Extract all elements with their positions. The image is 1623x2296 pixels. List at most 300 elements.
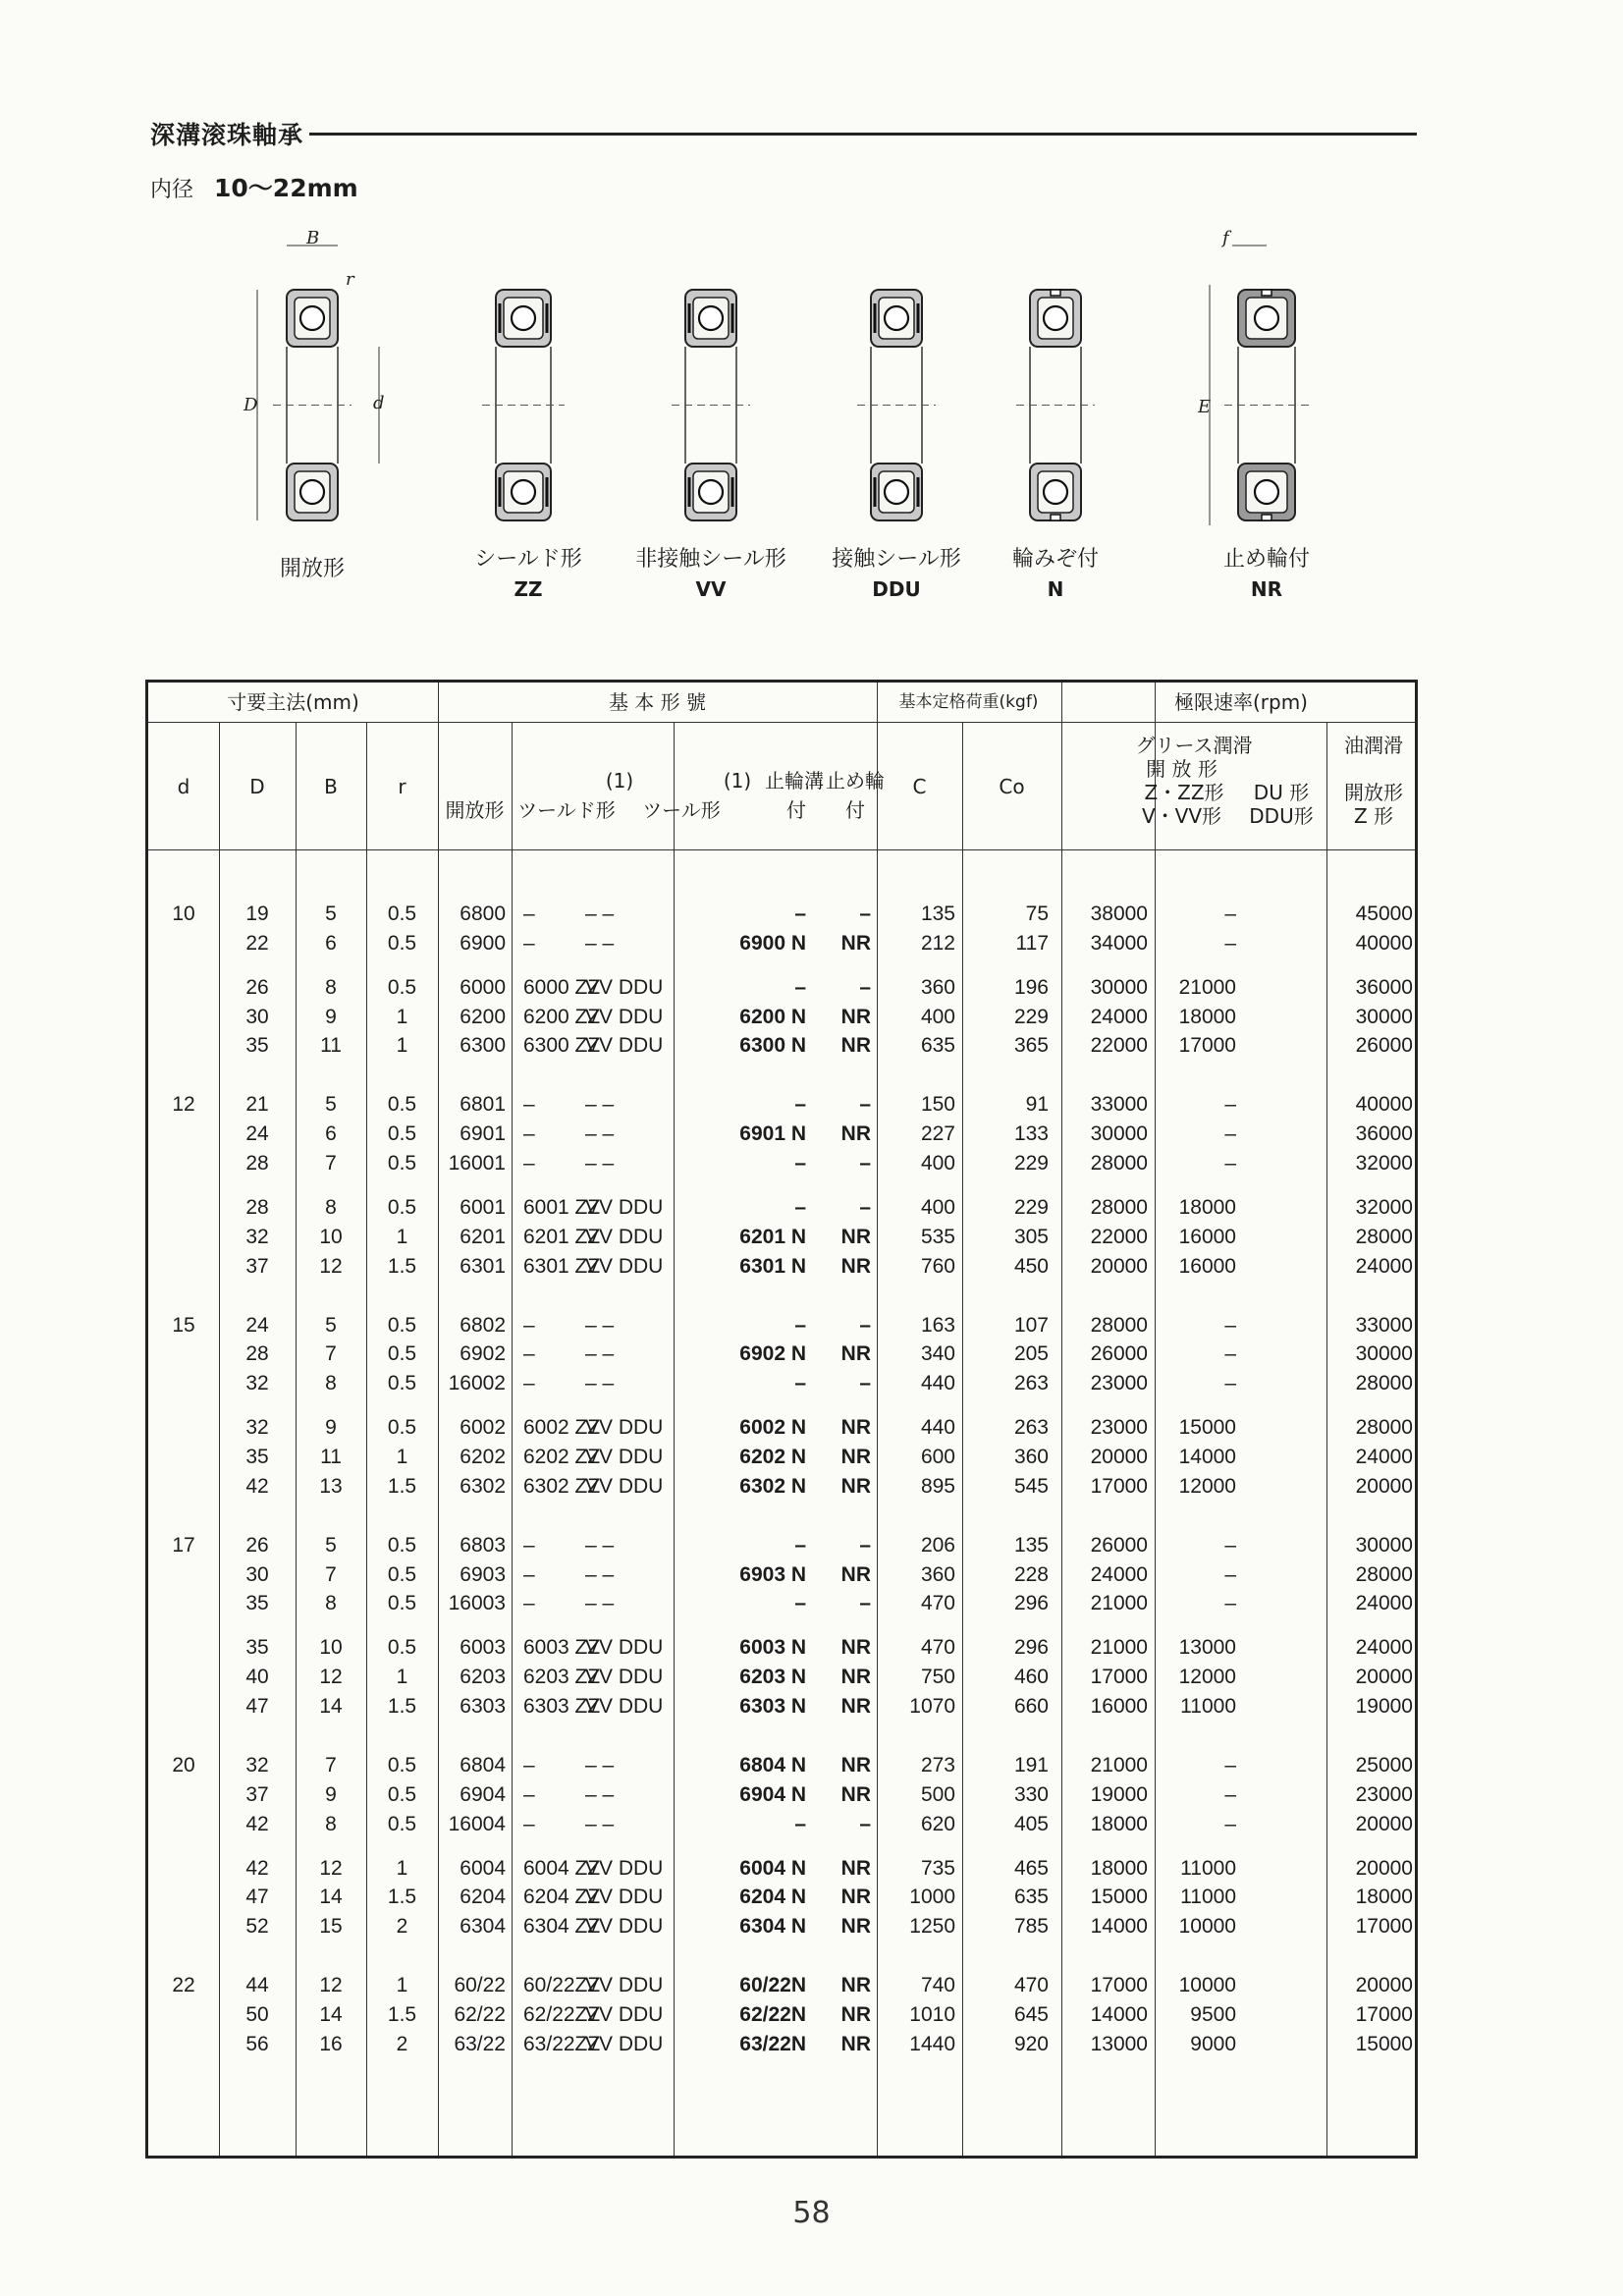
cell-Co: 263 xyxy=(1013,1372,1049,1395)
cell-Co: 545 xyxy=(1013,1474,1049,1498)
cell-seal: – – xyxy=(585,902,615,925)
cell-r: 2 xyxy=(396,1915,408,1939)
cell-grease-open: 23000 xyxy=(1090,1372,1148,1395)
cell-groove: 63/22N xyxy=(739,2032,806,2055)
cell-C: 360 xyxy=(920,975,955,999)
figure-code: ZZ xyxy=(514,577,543,601)
cell-C: 760 xyxy=(920,1254,955,1278)
cell-grease-open: 13000 xyxy=(1090,2032,1148,2055)
cell-D: 28 xyxy=(245,1196,269,1219)
cell-D: 28 xyxy=(245,1152,269,1175)
cell-C: 360 xyxy=(920,1562,955,1586)
cell-r: 1 xyxy=(396,1225,408,1248)
cell-grease-zz: – xyxy=(1224,931,1236,955)
cell-open: 6000 xyxy=(460,975,506,999)
cell-seal: VV DDU xyxy=(585,975,664,999)
cell-r: 0.5 xyxy=(387,1093,417,1117)
cell-oil: 30000 xyxy=(1355,1533,1413,1557)
cell-Co: 296 xyxy=(1013,1592,1049,1615)
cell-open: 6202 xyxy=(460,1446,506,1468)
figure-label: シールド形 xyxy=(474,547,582,572)
cell-D: 37 xyxy=(245,1254,269,1278)
bearing-figure-4 xyxy=(857,290,936,520)
page-title: 深溝滚珠軸承 xyxy=(150,121,304,149)
header-dims-group: 寸要主法(mm) xyxy=(227,690,359,714)
cell-B: 14 xyxy=(319,2003,343,2026)
cell-grease-zz: 9500 xyxy=(1190,2003,1236,2026)
header-seal-note: (1) xyxy=(723,769,752,793)
cell-grease-zz: 9000 xyxy=(1190,2032,1236,2055)
cell-Co: 117 xyxy=(1015,931,1049,955)
cell-B: 12 xyxy=(319,1666,343,1689)
cell-Co: 229 xyxy=(1013,1196,1049,1219)
cell-C: 440 xyxy=(920,1416,955,1440)
header-d: d xyxy=(177,775,190,798)
cell-shield: – xyxy=(523,931,535,955)
cell-Co: 460 xyxy=(1013,1666,1049,1689)
cell-B: 9 xyxy=(325,1005,337,1028)
cell-shield: – xyxy=(523,1562,535,1586)
cell-D: 30 xyxy=(245,1005,269,1028)
cell-open: 6804 xyxy=(460,1754,506,1777)
header-B: B xyxy=(324,775,338,798)
cell-oil: 20000 xyxy=(1355,1812,1413,1835)
cell-shield: – xyxy=(523,1122,535,1146)
cell-Co: 135 xyxy=(1013,1533,1049,1557)
cell-grease-open: 20000 xyxy=(1090,1254,1148,1278)
cell-r: 1.5 xyxy=(387,1695,417,1718)
cell-grease-zz: – xyxy=(1224,1372,1236,1395)
cell-C: 1070 xyxy=(909,1695,955,1718)
cell-C: 1250 xyxy=(909,1915,955,1939)
cell-Co: 785 xyxy=(1013,1915,1049,1939)
cell-ring: – xyxy=(859,1533,871,1557)
cell-r: 0.5 xyxy=(387,1372,417,1395)
cell-shield: 60/22ZZ xyxy=(523,1974,601,1997)
cell-oil: 20000 xyxy=(1355,1474,1413,1498)
cell-oil: 19000 xyxy=(1355,1695,1413,1718)
cell-ring: NR xyxy=(840,1562,871,1586)
cell-shield: – xyxy=(523,1093,535,1117)
cell-seal: VV DDU xyxy=(585,1695,664,1718)
cell-grease-zz: 18000 xyxy=(1178,1196,1236,1219)
cell-open: 6803 xyxy=(460,1533,506,1557)
cell-C: 500 xyxy=(920,1782,955,1806)
cell-grease-zz: 18000 xyxy=(1178,1005,1236,1028)
cell-open: 6904 xyxy=(460,1782,506,1806)
header-shield-note: (1) xyxy=(605,769,634,793)
cell-grease-zz: – xyxy=(1224,1122,1236,1146)
cell-groove: 6301 N xyxy=(739,1254,806,1278)
bearing-figure-3 xyxy=(672,290,750,520)
cell-ring: NR xyxy=(840,1695,871,1718)
cell-shield: 6301 ZZ xyxy=(523,1254,601,1278)
cell-Co: 305 xyxy=(1013,1225,1049,1248)
cell-open: 6004 xyxy=(460,1856,506,1880)
cell-C: 135 xyxy=(920,902,955,925)
cell-open: 6204 xyxy=(460,1886,506,1909)
cell-r: 1.5 xyxy=(387,1474,417,1498)
ball-top xyxy=(1044,306,1067,330)
cell-B: 5 xyxy=(325,902,337,925)
cell-oil: 32000 xyxy=(1355,1152,1413,1175)
cell-open: 63/22 xyxy=(454,2032,506,2055)
cell-grease-zz: 12000 xyxy=(1178,1474,1236,1498)
cell-r: 0.5 xyxy=(387,1122,417,1146)
cell-open: 6801 xyxy=(460,1093,506,1117)
figure-caption-6 xyxy=(1159,545,1375,604)
cell-D: 24 xyxy=(245,1122,269,1146)
ball-top xyxy=(1255,306,1278,330)
cell-B: 14 xyxy=(319,1886,343,1909)
cell-grease-open: 21000 xyxy=(1090,1754,1148,1777)
cell-B: 11 xyxy=(320,1446,342,1468)
cell-open: 6001 xyxy=(460,1196,506,1219)
cell-C: 735 xyxy=(920,1856,955,1880)
cell-ring: NR xyxy=(840,1005,871,1028)
cell-open: 6303 xyxy=(460,1695,506,1718)
bearing-figure-2 xyxy=(482,290,565,520)
figure-code: NR xyxy=(1250,577,1283,601)
cell-C: 227 xyxy=(920,1122,955,1146)
cell-C: 400 xyxy=(920,1005,955,1028)
header-snap-sub2: 付 xyxy=(845,798,865,822)
cell-Co: 405 xyxy=(1013,1812,1049,1835)
cell-Co: 365 xyxy=(1013,1034,1049,1058)
cell-B: 13 xyxy=(319,1474,343,1498)
figure-label: 非接触シール形 xyxy=(635,547,786,572)
page-number: 58 xyxy=(792,2196,831,2230)
cell-D: 42 xyxy=(245,1812,269,1835)
ball-top xyxy=(300,306,324,330)
cell-groove: 6903 N xyxy=(739,1562,806,1586)
cell-groove: 6304 N xyxy=(739,1915,806,1939)
cell-groove: – xyxy=(794,1313,806,1337)
header-open: 開放形 xyxy=(445,798,505,822)
cell-grease-open: 38000 xyxy=(1090,902,1148,925)
cell-grease-zz: 21000 xyxy=(1178,975,1236,999)
cell-r: 1 xyxy=(396,1446,408,1468)
header-shield: ツールド形 xyxy=(517,798,616,822)
cell-Co: 660 xyxy=(1013,1695,1049,1718)
cell-ring: – xyxy=(859,1196,871,1219)
cell-D: 21 xyxy=(245,1093,269,1117)
cell-ring: – xyxy=(859,1592,871,1615)
cell-grease-zz: 11000 xyxy=(1180,1695,1236,1718)
header-speed-group: 極限速率(rpm) xyxy=(1173,690,1308,714)
cell-B: 5 xyxy=(325,1313,337,1337)
cell-groove: 6201 N xyxy=(739,1225,806,1248)
cell-open: 16004 xyxy=(448,1812,506,1835)
cell-r: 2 xyxy=(396,2032,408,2055)
cell-seal: – – xyxy=(585,1754,615,1777)
cell-grease-zz: 11000 xyxy=(1180,1886,1236,1909)
cell-B: 7 xyxy=(325,1342,337,1366)
cell-r: 1.5 xyxy=(387,1254,417,1278)
cell-grease-open: 28000 xyxy=(1090,1152,1148,1175)
cell-d: 20 xyxy=(172,1754,195,1777)
cell-groove: 6202 N xyxy=(739,1446,806,1468)
cell-open: 60/22 xyxy=(454,1974,506,1997)
cell-D: 35 xyxy=(245,1636,269,1660)
cell-B: 8 xyxy=(325,1196,337,1219)
header-C: C xyxy=(912,775,927,798)
cell-grease-open: 19000 xyxy=(1090,1782,1148,1806)
cell-seal: VV DDU xyxy=(585,1474,664,1498)
cell-Co: 196 xyxy=(1013,975,1049,999)
bore-range-value: 10～22mm xyxy=(214,174,358,202)
cell-grease-open: 26000 xyxy=(1090,1342,1148,1366)
cell-Co: 635 xyxy=(1013,1886,1049,1909)
cell-B: 16 xyxy=(319,2032,343,2055)
figure-code: N xyxy=(1047,577,1064,601)
cell-B: 8 xyxy=(325,1812,337,1835)
cell-ring: NR xyxy=(840,931,871,955)
cell-seal: – – xyxy=(585,1122,615,1146)
cell-open: 6301 xyxy=(460,1254,506,1278)
cell-ring: NR xyxy=(840,1034,871,1058)
cell-B: 12 xyxy=(319,1856,343,1880)
cell-seal: VV DDU xyxy=(585,1974,664,1997)
dim-r-label: r xyxy=(346,269,354,290)
cell-oil: 17000 xyxy=(1355,1915,1413,1939)
cell-r: 0.5 xyxy=(387,1313,417,1337)
cell-groove: 6203 N xyxy=(739,1666,806,1689)
cell-groove: 6002 N xyxy=(739,1416,806,1440)
cell-r: 1.5 xyxy=(387,1886,417,1909)
figure-label: 輪みぞ付 xyxy=(1011,547,1099,572)
cell-shield: 6001 ZZ xyxy=(523,1196,601,1219)
cell-oil: 15000 xyxy=(1355,2032,1413,2055)
cell-grease-zz: 16000 xyxy=(1178,1225,1236,1248)
cell-B: 10 xyxy=(319,1225,343,1248)
cell-oil: 24000 xyxy=(1355,1592,1413,1615)
cell-grease-open: 17000 xyxy=(1090,1974,1148,1997)
cell-B: 7 xyxy=(325,1754,337,1777)
cell-B: 12 xyxy=(319,1254,343,1278)
figure-label: 止め輪付 xyxy=(1222,547,1310,572)
header-rule xyxy=(148,849,1415,850)
cell-seal: VV DDU xyxy=(585,2003,664,2026)
cell-C: 635 xyxy=(920,1034,955,1058)
cell-seal: – – xyxy=(585,1093,615,1117)
cell-B: 12 xyxy=(319,1974,343,1997)
cell-seal: VV DDU xyxy=(585,1225,664,1248)
figure-label: 接触シール形 xyxy=(832,547,961,572)
cell-groove: – xyxy=(794,1372,806,1395)
cell-D: 19 xyxy=(245,902,269,925)
ball-bottom xyxy=(885,480,908,504)
cell-grease-open: 22000 xyxy=(1090,1225,1148,1248)
cell-Co: 229 xyxy=(1013,1152,1049,1175)
header-grease-title: グリース潤滑 xyxy=(1135,734,1253,757)
column-divider xyxy=(674,722,675,2156)
cell-shield: 6200 ZZ xyxy=(523,1005,601,1028)
figure-code: DDU xyxy=(872,577,921,601)
cell-shield: 6002 ZZ xyxy=(523,1416,601,1440)
cell-Co: 191 xyxy=(1013,1754,1049,1777)
cell-B: 8 xyxy=(325,1372,337,1395)
cell-groove: 6900 N xyxy=(739,931,806,955)
cell-d: 12 xyxy=(172,1093,195,1117)
cell-r: 0.5 xyxy=(387,1342,417,1366)
header-oil-sub2: Z 形 xyxy=(1353,804,1394,828)
cell-B: 14 xyxy=(319,1695,343,1718)
cell-shield: – xyxy=(523,1533,535,1557)
cell-Co: 229 xyxy=(1013,1005,1049,1028)
cell-r: 1 xyxy=(396,1856,408,1880)
cell-shield: 63/22ZZ xyxy=(523,2032,601,2055)
cell-ring: NR xyxy=(840,1666,871,1689)
cell-oil: 45000 xyxy=(1355,902,1413,925)
cell-open: 16003 xyxy=(448,1592,506,1615)
cell-grease-open: 23000 xyxy=(1090,1416,1148,1440)
cell-D: 47 xyxy=(245,1695,269,1718)
cell-grease-zz: – xyxy=(1224,1152,1236,1175)
cell-D: 35 xyxy=(245,1446,269,1468)
cell-r: 0.5 xyxy=(387,1196,417,1219)
cell-groove: 6902 N xyxy=(739,1342,806,1366)
cell-Co: 228 xyxy=(1013,1562,1049,1586)
cell-shield: 6202 ZZ xyxy=(523,1446,601,1468)
cell-r: 0.5 xyxy=(387,1533,417,1557)
header-snap-groove: 止輪溝 xyxy=(765,769,824,793)
cell-shield: – xyxy=(523,1342,535,1366)
cell-oil: 17000 xyxy=(1355,2003,1413,2026)
cell-open: 16002 xyxy=(448,1372,506,1395)
bore-range xyxy=(150,169,1417,204)
cell-seal: VV DDU xyxy=(585,1005,664,1028)
cell-Co: 645 xyxy=(1013,2003,1049,2026)
cell-D: 26 xyxy=(245,1533,269,1557)
cell-ring: NR xyxy=(840,1416,871,1440)
cell-grease-open: 18000 xyxy=(1090,1812,1148,1835)
cell-groove: 62/22N xyxy=(739,2003,806,2026)
ball-top xyxy=(512,306,535,330)
cell-C: 1010 xyxy=(909,2003,955,2026)
header-grease-sub4: V・VV形 xyxy=(1141,804,1222,828)
cell-groove: – xyxy=(794,1533,806,1557)
cell-D: 24 xyxy=(245,1313,269,1337)
cell-C: 400 xyxy=(920,1152,955,1175)
header-grease-sub1: 開 放 形 xyxy=(1146,757,1217,781)
cell-seal: VV DDU xyxy=(585,2032,664,2055)
cell-grease-zz: – xyxy=(1224,1313,1236,1337)
cell-groove: 6303 N xyxy=(739,1695,806,1718)
cell-grease-zz: – xyxy=(1224,1754,1236,1777)
ball-top xyxy=(699,306,723,330)
cell-ring: NR xyxy=(840,1782,871,1806)
cell-groove: 6804 N xyxy=(739,1754,806,1777)
cell-oil: 24000 xyxy=(1355,1254,1413,1278)
cell-seal: VV DDU xyxy=(585,1666,664,1689)
cell-open: 6802 xyxy=(460,1313,506,1337)
cell-grease-zz: 13000 xyxy=(1178,1636,1236,1660)
cell-ring: NR xyxy=(840,1225,871,1248)
header-Co: Co xyxy=(999,775,1025,798)
cell-oil: 28000 xyxy=(1355,1416,1413,1440)
cell-Co: 263 xyxy=(1013,1416,1049,1440)
cell-groove: 6904 N xyxy=(739,1782,806,1806)
cell-open: 6200 xyxy=(460,1005,506,1028)
cell-ring: NR xyxy=(840,1974,871,1997)
cell-r: 1 xyxy=(396,1666,408,1689)
cell-open: 6304 xyxy=(460,1915,506,1939)
cell-groove: 6200 N xyxy=(739,1005,806,1028)
cell-ring: NR xyxy=(840,1342,871,1366)
header-oil-title: 油潤滑 xyxy=(1344,734,1403,757)
cell-oil: 36000 xyxy=(1355,1122,1413,1146)
cell-Co: 205 xyxy=(1013,1342,1049,1366)
cell-oil: 24000 xyxy=(1355,1636,1413,1660)
cell-D: 56 xyxy=(245,2032,269,2055)
cell-oil: 36000 xyxy=(1355,975,1413,999)
cell-grease-zz: – xyxy=(1224,1592,1236,1615)
cell-seal: – – xyxy=(585,1372,615,1395)
cell-grease-open: 14000 xyxy=(1090,1915,1148,1939)
cell-open: 6201 xyxy=(460,1225,506,1248)
cell-grease-zz: – xyxy=(1224,902,1236,925)
cell-ring: NR xyxy=(840,1254,871,1278)
cell-grease-open: 34000 xyxy=(1090,931,1148,955)
cell-grease-open: 14000 xyxy=(1090,2003,1148,2026)
cell-shield: 6302 ZZ xyxy=(523,1474,601,1498)
cell-D: 37 xyxy=(245,1782,269,1806)
cell-C: 620 xyxy=(920,1812,955,1835)
cell-open: 6003 xyxy=(460,1636,506,1660)
cell-d: 10 xyxy=(172,902,195,925)
cell-grease-zz: – xyxy=(1224,1562,1236,1586)
cell-groove: 6901 N xyxy=(739,1122,806,1146)
cell-C: 600 xyxy=(920,1446,955,1468)
cell-B: 10 xyxy=(319,1636,343,1660)
cell-r: 0.5 xyxy=(387,931,417,955)
header-snap-ring: 止め輪 xyxy=(826,769,885,793)
cell-groove: 6004 N xyxy=(739,1856,806,1880)
dim-d-outer-label: D xyxy=(243,395,258,415)
cell-D: 32 xyxy=(245,1225,269,1248)
bearing-figure-6 xyxy=(1224,290,1309,520)
cell-seal: – – xyxy=(585,931,615,955)
cell-B: 11 xyxy=(320,1034,342,1058)
cell-shield: 6204 ZZ xyxy=(523,1886,601,1909)
cell-seal: VV DDU xyxy=(585,1254,664,1278)
cell-grease-zz: – xyxy=(1224,1342,1236,1366)
cell-ring: NR xyxy=(840,1446,871,1468)
figure-label: 開放形 xyxy=(279,557,345,581)
cell-r: 0.5 xyxy=(387,1592,417,1615)
cell-grease-zz: 17000 xyxy=(1178,1034,1236,1058)
cell-groove: – xyxy=(794,1152,806,1175)
cell-grease-open: 28000 xyxy=(1090,1196,1148,1219)
cell-ring: NR xyxy=(840,1754,871,1777)
cell-r: 0.5 xyxy=(387,902,417,925)
cell-ring: NR xyxy=(840,1856,871,1880)
cell-ring: NR xyxy=(840,2032,871,2055)
cell-groove: – xyxy=(794,902,806,925)
cell-grease-zz: 10000 xyxy=(1178,1974,1236,1997)
snap-groove-bottom xyxy=(1262,515,1271,520)
ball-bottom xyxy=(1044,480,1067,504)
cell-shield: – xyxy=(523,1812,535,1835)
cell-ring: – xyxy=(859,1812,871,1835)
cell-seal: VV DDU xyxy=(585,1196,664,1219)
cell-B: 15 xyxy=(319,1915,343,1939)
dim-e-label: E xyxy=(1198,397,1212,417)
cell-oil: 24000 xyxy=(1355,1446,1413,1468)
cell-oil: 20000 xyxy=(1355,1974,1413,1997)
cell-groove: – xyxy=(794,1093,806,1117)
